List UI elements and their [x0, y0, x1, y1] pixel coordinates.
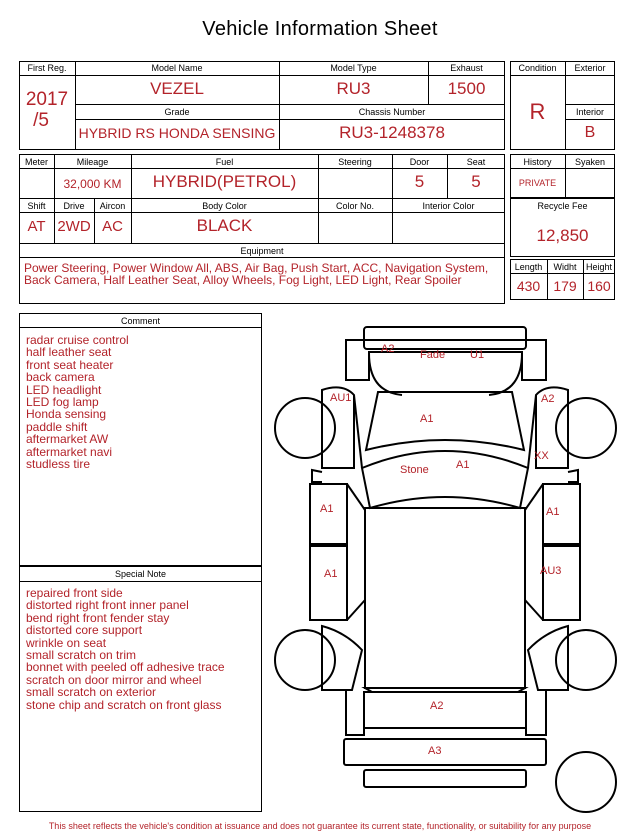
special-note-item: bonnet with peeled off adhesive trace	[26, 660, 225, 675]
right-headlight	[489, 353, 522, 395]
spare-wheel	[556, 752, 616, 812]
rear-left-wheel	[275, 630, 335, 690]
chassis-number-value: RU3-1248378	[339, 123, 445, 142]
model-type-value: RU3	[336, 79, 371, 98]
right-rear-door	[543, 546, 580, 620]
comment-item: back camera	[26, 370, 95, 385]
mark-left-fender: AU1	[330, 392, 352, 404]
comment-item: paddle shift	[26, 419, 88, 434]
shift-label: Shift	[27, 201, 46, 211]
chassis-number-label: Chassis Number	[358, 107, 426, 117]
comment-item: aftermarket navi	[26, 444, 113, 459]
first-reg-year: 2017	[25, 89, 69, 110]
exhaust-label: Exhaust	[450, 63, 483, 73]
condition-label: Condition	[518, 63, 557, 73]
mark-windshield-stone: Stone	[400, 464, 429, 476]
rear-bumper	[344, 739, 546, 765]
history-label: History	[523, 157, 552, 167]
history-value: PRIVATE	[518, 178, 557, 188]
body-color-label: Body Color	[202, 201, 247, 211]
rear-panel	[346, 690, 546, 735]
mark-left-rear-door: A1	[324, 568, 338, 580]
mileage-value: 32,000 KM	[63, 177, 122, 191]
recycle-fee-label: Recycle Fee	[537, 201, 588, 211]
body-color-value: BLACK	[196, 216, 253, 235]
rear-hatch	[364, 692, 526, 728]
aircon-value: AC	[102, 218, 123, 235]
right-mirror	[568, 470, 578, 482]
special-note-item: small scratch on trim	[26, 648, 137, 663]
comment-item: LED fog lamp	[26, 395, 99, 410]
mark-front-bumper: A2	[381, 343, 395, 355]
aircon-label: Aircon	[99, 201, 126, 211]
interior-value: B	[584, 124, 596, 141]
mark-front-u1: U1	[470, 349, 485, 361]
drive-label: Drive	[63, 201, 85, 211]
model-type-label: Model Type	[330, 63, 377, 73]
special-note-label: Special Note	[114, 569, 167, 579]
grade-value: HYBRID RS HONDA SENSING	[78, 125, 276, 141]
mark-left-front-door: A1	[320, 503, 334, 515]
left-rear-door	[310, 546, 347, 620]
comment-item: aftermarket AW	[26, 432, 109, 447]
rear-bumper-lower	[364, 770, 526, 787]
interior-color-label: Interior Color	[422, 201, 475, 211]
mark-rear-bumper: A3	[428, 745, 442, 757]
model-name-label: Model Name	[151, 63, 203, 73]
left-headlight	[369, 353, 402, 395]
special-note-item: distorted core support	[26, 623, 143, 638]
condition-value: R	[529, 99, 546, 124]
special-note-item: bend right front fender stay	[26, 610, 170, 625]
mark-rear-hatch: A2	[430, 700, 444, 712]
exterior-label: Exterior	[574, 63, 606, 73]
length-value: 430	[516, 278, 541, 294]
page-title: Vehicle Information Sheet	[202, 18, 438, 40]
special-note-item: small scratch on exterior	[26, 685, 157, 700]
special-note-item: repaired front side	[26, 586, 123, 600]
height-label: Height	[585, 262, 612, 272]
mark-fade: Fade	[420, 349, 446, 361]
mileage-label: Mileage	[76, 157, 109, 167]
grade-label: Grade	[164, 107, 190, 117]
windshield	[362, 451, 528, 508]
front-panel	[346, 340, 546, 380]
first-reg-month: /5	[33, 110, 49, 131]
length-label: Length	[514, 262, 543, 272]
recycle-fee-value: 12,850	[536, 226, 589, 245]
fuel-value: HYBRID(PETROL)	[152, 172, 297, 191]
equipment-line-1: Power Steering, Power Window All, ABS, Air Bag, Push Start, ACC, Navigation System,	[24, 261, 489, 275]
mark-right-front-door: A1	[546, 506, 560, 518]
special-note-item: wrinkle on seat	[26, 635, 107, 650]
color-no-label: Color No.	[335, 201, 374, 211]
equipment-line-2: Back Camera, Half Leather Seat, Alloy Wheels, Fog Light, LED Light, Rear Spoiler	[24, 273, 462, 287]
rear-right-wheel	[556, 630, 616, 690]
first-reg-label: First Reg.	[27, 63, 67, 73]
exhaust-value: 1500	[447, 79, 486, 98]
seat-label: Seat	[466, 157, 486, 167]
mark-right-fender: A2	[541, 393, 555, 405]
width-value: 179	[553, 278, 577, 294]
mark-right-mirror: XX	[534, 450, 549, 462]
interior-label: Interior	[575, 107, 604, 117]
comment-item: Honda sensing	[26, 407, 107, 422]
drive-value: 2WD	[57, 218, 91, 235]
door-value: 5	[414, 172, 425, 191]
model-name-value: VEZEL	[150, 79, 204, 98]
front-right-wheel	[556, 398, 616, 458]
seat-value: 5	[471, 172, 481, 191]
mark-right-rear-door: AU3	[540, 565, 562, 577]
fuel-label: Fuel	[215, 157, 234, 167]
meter-label: Meter	[24, 157, 48, 167]
disclaimer-footer: This sheet reflects the vehicle's condition at issuance and does not guarantee its current state, functionality, or suitability for any purpose	[48, 821, 592, 831]
width-label: Widht	[553, 262, 577, 272]
comment-item: studless tire	[26, 457, 91, 472]
comment-item: radar cruise control	[26, 333, 129, 347]
special-note-item: stone chip and scratch on front glass	[26, 697, 222, 712]
left-mirror	[312, 470, 322, 482]
comment-item: LED headlight	[26, 382, 102, 397]
comment-label: Comment	[120, 316, 160, 326]
height-value: 160	[587, 278, 611, 294]
equipment-label: Equipment	[240, 246, 284, 256]
roof	[365, 508, 525, 688]
mark-bonnet: A1	[420, 413, 434, 425]
front-left-wheel	[275, 398, 335, 458]
comment-item: front seat heater	[26, 357, 114, 372]
door-label: Door	[409, 157, 430, 167]
mark-windshield-a1: A1	[456, 459, 470, 471]
steering-label: Steering	[338, 157, 372, 167]
special-note-item: scratch on door mirror and wheel	[26, 672, 202, 687]
right-rear-quarter	[528, 626, 568, 690]
shift-value: AT	[27, 218, 46, 235]
syaken-label: Syaken	[574, 157, 606, 167]
comment-item: half leather seat	[26, 345, 112, 360]
bonnet	[366, 392, 524, 450]
special-note-item: distorted right front inner panel	[26, 598, 189, 613]
